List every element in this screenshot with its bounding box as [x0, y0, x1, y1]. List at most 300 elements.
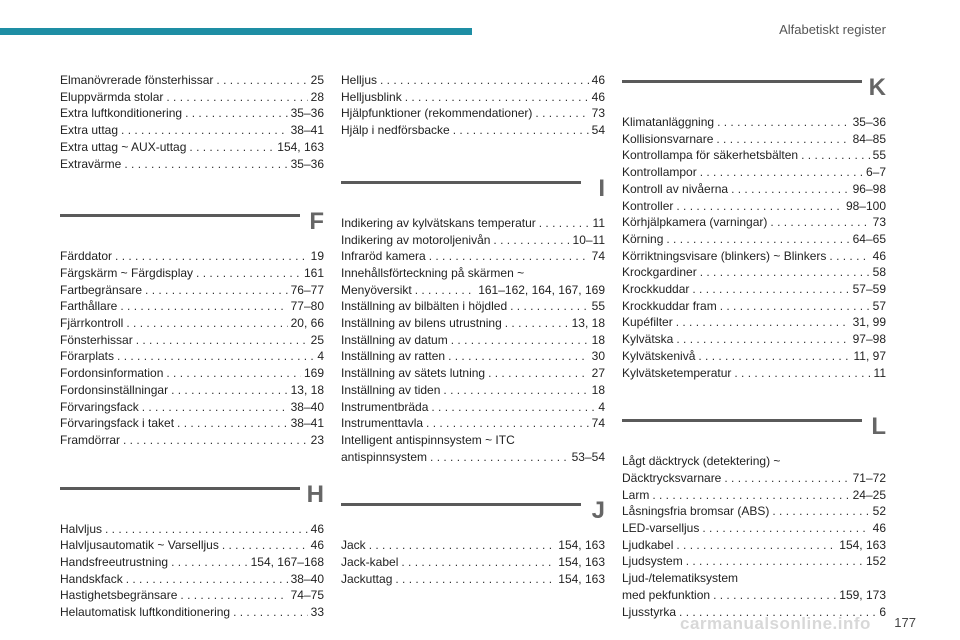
- section-heading: [341, 173, 605, 213]
- index-entry: [622, 114, 886, 131]
- header-accent-bar: [0, 28, 472, 35]
- index-entry-term: Menyöversikt: [341, 282, 412, 297]
- section-k: [622, 72, 886, 381]
- index-entry-pages: 19: [310, 249, 324, 264]
- index-entry: [60, 365, 324, 382]
- index-entry: [341, 282, 605, 299]
- index-entry-term: Hjälp i nedförsbacke: [341, 123, 450, 138]
- index-entry-pages: 25: [310, 332, 324, 347]
- index-entry-term-line: Ljud-/telematiksystem: [622, 571, 739, 586]
- index-entry: [341, 298, 605, 315]
- index-entry: [341, 571, 605, 588]
- index-entry-pages: 73: [872, 215, 886, 230]
- index-entry-pages: 38–40: [290, 571, 324, 586]
- page-header-title: Alfabetiskt register: [779, 22, 886, 37]
- index-leader-dots: [123, 432, 308, 449]
- section-heading: [341, 495, 605, 535]
- index-entry-term: Förarplats: [60, 349, 115, 364]
- index-leader-dots: [451, 332, 589, 349]
- index-leader-dots: [415, 282, 476, 299]
- index-entry-term: Kylvätska: [622, 332, 674, 347]
- index-entry-pages: 35–36: [290, 106, 324, 121]
- index-entry-pages: 154, 163: [558, 571, 605, 586]
- index-entry-term: Inställning av ratten: [341, 349, 446, 364]
- index-entry-pages: 30: [591, 349, 605, 364]
- index-entry: [341, 332, 605, 349]
- section-heading: [622, 72, 886, 112]
- index-column-2: [341, 72, 605, 587]
- index-entry-pages: 11, 97: [853, 348, 886, 363]
- index-leader-dots: [713, 587, 836, 604]
- index-leader-dots: [401, 554, 555, 571]
- index-entry: [622, 181, 886, 198]
- index-leader-dots: [686, 553, 863, 570]
- index-entry-term: LED-varselljus: [622, 521, 700, 536]
- index-entry-term: Fordonsinställningar: [60, 382, 169, 397]
- index-leader-dots: [177, 415, 288, 432]
- index-entry-pages: 46: [591, 89, 605, 104]
- index-entry-pages: 64–65: [852, 231, 886, 246]
- index-entry: [622, 331, 886, 348]
- index-entry-term: Handsfreeutrustning: [60, 555, 169, 570]
- index-entry: [622, 281, 886, 298]
- index-leader-dots: [505, 315, 569, 332]
- index-entry-pages: 154, 163: [839, 537, 886, 552]
- index-leader-dots: [426, 415, 589, 432]
- index-entry-pages: 18: [591, 332, 605, 347]
- index-entry: [341, 365, 605, 382]
- index-entry-term: Framdörrar: [60, 432, 121, 447]
- index-leader-dots: [136, 332, 308, 349]
- index-entry-term: Inställning av datum: [341, 332, 448, 347]
- index-entry: [60, 156, 324, 173]
- index-entry-term: Ljudkabel: [622, 537, 674, 552]
- index-leader-dots: [145, 282, 288, 299]
- index-entry-term: Indikering av kylvätskans temperatur: [341, 215, 536, 230]
- index-leader-dots: [724, 470, 849, 487]
- index-entry-term: Kylvätsketemperatur: [622, 365, 732, 380]
- index-entry-term: antispinnsystem: [341, 449, 428, 464]
- index-entry-pages: 20, 66: [290, 316, 324, 331]
- section-divider: [622, 80, 862, 83]
- index-entry-term: Färgskärm ~ Färgdisplay: [60, 265, 194, 280]
- index-entry-term: Körriktningsvisare (blinkers) ~ Blinkers: [622, 248, 827, 263]
- index-entry-term: Förvaringsfack i taket: [60, 416, 175, 431]
- index-entry: [60, 521, 324, 538]
- index-leader-dots: [126, 571, 288, 588]
- index-leader-dots: [535, 105, 588, 122]
- index-entry: [60, 554, 324, 571]
- section-heading: [60, 206, 324, 246]
- index-entry-term: Fordonsinformation: [60, 366, 164, 381]
- index-entry: [341, 232, 605, 249]
- section-heading: [60, 479, 324, 519]
- index-entry: [60, 282, 324, 299]
- index-entry-term: Extra luftkonditionering: [60, 106, 183, 121]
- index-entry-pages: 33: [310, 605, 324, 620]
- index-entry-term: Kontrollampor: [622, 165, 697, 180]
- index-leader-dots: [124, 156, 287, 173]
- index-entry: [60, 265, 324, 282]
- index-entry-term-line: Innehållsförteckning på skärmen ~: [341, 265, 525, 280]
- index-leader-dots: [448, 348, 589, 365]
- index-entry: [341, 415, 605, 432]
- index-leader-dots: [453, 122, 589, 139]
- index-leader-dots: [493, 232, 569, 249]
- section-divider: [341, 503, 581, 506]
- index-leader-dots: [700, 164, 863, 181]
- index-entry: [622, 198, 886, 215]
- index-entry: [60, 432, 324, 449]
- index-entry-term: Infraröd kamera: [341, 249, 426, 264]
- index-leader-dots: [171, 554, 248, 571]
- index-leader-dots: [698, 348, 850, 365]
- index-entry: [60, 122, 324, 139]
- index-entry: [60, 348, 324, 365]
- index-entry: [341, 537, 605, 554]
- index-entry-term: Halvljusautomatik ~ Varselljus: [60, 538, 219, 553]
- index-entry: [622, 503, 886, 520]
- section-letter: F: [309, 208, 324, 236]
- index-entry-term: Jack: [341, 538, 366, 553]
- index-entry-term: Instrumentbräda: [341, 399, 429, 414]
- index-leader-dots: [222, 537, 308, 554]
- index-entry-term: Indikering av motoroljenivån: [341, 232, 491, 247]
- index-entry-pages: 38–41: [290, 123, 324, 138]
- index-entry: [622, 231, 886, 248]
- index-entry-pages: 161: [303, 265, 324, 280]
- index-entry-pages: 154, 163: [558, 555, 605, 570]
- index-entry-pages: 46: [310, 538, 324, 553]
- index-entry-term-line: Intelligent antispinnsystem ~ ITC: [341, 432, 515, 447]
- index-leader-dots: [117, 348, 314, 365]
- index-entry: [341, 554, 605, 571]
- index-entry-pages: 46: [310, 521, 324, 536]
- index-leader-dots: [115, 248, 308, 265]
- section-j: [341, 495, 605, 587]
- index-leader-dots: [801, 147, 870, 164]
- index-entry-pages: 76–77: [290, 282, 324, 297]
- index-entry-term: Inställning av tiden: [341, 382, 441, 397]
- section-heading: [622, 411, 886, 451]
- index-leader-dots: [510, 298, 589, 315]
- index-entry-pages: 38–40: [290, 399, 324, 414]
- index-entry-pages: 38–41: [290, 416, 324, 431]
- index-leader-dots: [676, 198, 843, 215]
- index-entry-pages: 154, 167–168: [250, 555, 324, 570]
- index-leader-dots: [126, 315, 287, 332]
- index-entry: [622, 164, 886, 181]
- index-entry: [60, 415, 324, 432]
- index-leader-dots: [369, 537, 556, 554]
- index-entry: [622, 537, 886, 554]
- index-entry-term: Förvaringsfack: [60, 399, 139, 414]
- index-entry: [341, 315, 605, 332]
- index-entry: [341, 382, 605, 399]
- index-entry-pages: 74: [591, 249, 605, 264]
- index-entry-pages: 27: [591, 366, 605, 381]
- index-entry: [60, 72, 324, 89]
- index-entry: [622, 298, 886, 315]
- index-entry: [60, 139, 324, 156]
- section-letter: H: [306, 480, 324, 508]
- index-entry-term: Fartbegränsare: [60, 282, 143, 297]
- index-entry: [60, 89, 324, 106]
- index-entry: [341, 105, 605, 122]
- index-entry: [622, 520, 886, 537]
- index-entry-term: Farthållare: [60, 299, 118, 314]
- index-entry: [341, 89, 605, 106]
- section-l: [622, 411, 886, 620]
- index-entry: [622, 314, 886, 331]
- index-leader-dots: [216, 72, 307, 89]
- index-leader-dots: [171, 382, 288, 399]
- index-leader-dots: [395, 571, 555, 588]
- index-entry-pages: 25: [310, 73, 324, 87]
- index-entry-term: Extra uttag ~ AUX-uttag: [60, 139, 187, 154]
- index-entry-pages: 154, 163: [277, 139, 324, 154]
- index-entry-pages: 77–80: [290, 299, 324, 314]
- index-entry-term: Hjälpfunktioner (rekommendationer): [341, 106, 533, 121]
- index-entry-pages: 55: [591, 299, 605, 314]
- section-divider: [60, 214, 300, 217]
- index-entry-pages: 11: [873, 365, 886, 380]
- index-entry: [341, 248, 605, 265]
- index-leader-dots: [829, 248, 869, 265]
- index-entry-pages: 4: [598, 399, 605, 414]
- index-leader-dots: [692, 281, 849, 298]
- section-divider: [341, 181, 581, 184]
- index-entry-pages: 52: [872, 504, 886, 519]
- section-f: [60, 206, 324, 448]
- index-entry-pages: 96–98: [852, 181, 886, 196]
- index-entry-pages: 13, 18: [290, 382, 324, 397]
- index-entry-term: Kylvätskenivå: [622, 348, 696, 363]
- index-entry-term: Kupéfilter: [622, 315, 673, 330]
- index-entry: [341, 215, 605, 232]
- index-leader-dots: [180, 587, 287, 604]
- index-entry-term: Eluppvärmda stolar: [60, 89, 164, 104]
- index-entry: [622, 248, 886, 265]
- index-entry-pages: 53–54: [571, 449, 605, 464]
- index-entry-term-line: Lågt däcktryck (detektering) ~: [622, 454, 781, 469]
- index-entry: [60, 315, 324, 332]
- index-leader-dots: [166, 365, 301, 382]
- index-entry: [60, 537, 324, 554]
- index-entry-term: Jack-kabel: [341, 555, 399, 570]
- index-entry: [60, 105, 324, 122]
- index-leader-dots: [770, 214, 869, 231]
- index-entry-pages: 24–25: [852, 487, 886, 502]
- index-entry-pages: 98–100: [845, 198, 886, 213]
- index-leader-dots: [731, 181, 850, 198]
- index-leader-dots: [539, 215, 590, 232]
- index-entry-term: Körning: [622, 231, 664, 246]
- index-entry-term: Hastighetsbegränsare: [60, 588, 178, 603]
- index-leader-dots: [772, 503, 869, 520]
- index-entry-term: Kontrollampa för säkerhetsbälten: [622, 148, 799, 163]
- index-entry-term: Inställning av bilens utrustning: [341, 316, 502, 331]
- index-entry: [622, 587, 886, 604]
- index-leader-dots: [429, 248, 589, 265]
- index-entry-term: Larm: [622, 487, 650, 502]
- index-entry-term: Inställning av bilbälten i höjdled: [341, 299, 508, 314]
- watermark: carmanualsonline.info: [680, 614, 871, 633]
- index-leader-dots: [652, 487, 849, 504]
- index-entry-pages: 57: [872, 298, 886, 313]
- index-entry-term: Ljusstyrka: [622, 604, 677, 619]
- section-letter: J: [591, 497, 605, 525]
- index-entry-pages: 11: [592, 215, 605, 230]
- index-entry-pages: 169: [303, 366, 324, 381]
- index-entry-term: med pekfunktion: [622, 587, 711, 602]
- section-letter: K: [868, 74, 886, 101]
- page-number: 177: [894, 615, 916, 630]
- index-leader-dots: [676, 537, 836, 554]
- index-leader-dots: [120, 298, 287, 315]
- index-entry-pages: 13, 18: [571, 316, 605, 331]
- index-leader-dots: [233, 604, 308, 621]
- index-entry: [622, 131, 886, 148]
- index-entry-pages: 71–72: [852, 470, 886, 485]
- index-entry: [622, 365, 886, 382]
- section-letter: L: [871, 413, 886, 441]
- index-entry-term: Inställning av sätets lutning: [341, 366, 486, 381]
- index-leader-dots: [189, 139, 274, 156]
- index-entry: [622, 264, 886, 281]
- index-leader-dots: [676, 314, 850, 331]
- index-entry-pages: 161–162, 164, 167, 169: [478, 282, 605, 297]
- index-entry: [341, 122, 605, 139]
- index-entry-term: Krockgardiner: [622, 265, 697, 280]
- index-entry-term: Däcktrycksvarnare: [622, 470, 722, 485]
- index-entry-term: Helautomatisk luftkonditionering: [60, 605, 231, 620]
- index-entry: [341, 348, 605, 365]
- index-leader-dots: [121, 122, 288, 139]
- index-leader-dots: [720, 298, 870, 315]
- index-entry-pages: 159, 173: [839, 587, 886, 602]
- index-entry-pages: 31, 99: [852, 315, 886, 330]
- index-leader-dots: [488, 365, 589, 382]
- index-entry-term: Ljudsystem: [622, 554, 683, 569]
- index-entry-pages: 46: [872, 521, 886, 536]
- index-entry-pages: 58: [872, 265, 886, 280]
- index-entry: [341, 399, 605, 416]
- index-leader-dots: [405, 89, 589, 106]
- section-divider: [622, 419, 862, 422]
- index-entry: [622, 470, 886, 487]
- index-leader-dots: [666, 231, 849, 248]
- index-entry-term: Jackuttag: [341, 571, 393, 586]
- index-leader-dots: [676, 331, 849, 348]
- index-entry: [622, 214, 886, 231]
- section-e-continued: [60, 72, 324, 172]
- index-entry-pages: 35–36: [290, 156, 324, 171]
- index-entry: [60, 248, 324, 265]
- index-entry: [60, 587, 324, 604]
- index-entry: [60, 332, 324, 349]
- index-entry-pages: 84–85: [852, 131, 886, 146]
- index-entry-term: Extravärme: [60, 156, 122, 171]
- index-leader-dots: [185, 105, 288, 122]
- index-entry-term: Klimatanläggning: [622, 115, 715, 129]
- index-entry-term: Handskfack: [60, 571, 123, 586]
- index-entry-term: Fjärrkontroll: [60, 316, 124, 331]
- index-entry-pages: 74–75: [290, 588, 324, 603]
- index-leader-dots: [430, 449, 569, 466]
- index-leader-dots: [196, 265, 301, 282]
- index-entry-term: Elmanövrerade fönsterhissar: [60, 73, 214, 87]
- index-entry-pages: 6: [879, 604, 886, 619]
- index-entry: [622, 553, 886, 570]
- index-leader-dots: [431, 399, 595, 416]
- index-leader-dots: [702, 520, 869, 537]
- index-entry: [60, 399, 324, 416]
- index-entry-pages: 10–11: [572, 232, 605, 247]
- index-entry-term: Helljusblink: [341, 89, 402, 104]
- index-column-3: [622, 72, 886, 620]
- index-entry-term: Extra uttag: [60, 123, 119, 138]
- index-leader-dots: [734, 365, 870, 382]
- index-entry-term: Kontroller: [622, 198, 674, 213]
- index-leader-dots: [380, 72, 589, 89]
- index-entry-pages: 28: [310, 89, 324, 104]
- index-entry-pages: 35–36: [852, 115, 886, 129]
- section-letter: I: [598, 174, 605, 202]
- index-entry-term: Instrumenttavla: [341, 416, 424, 431]
- index-entry-term: Låsningsfria bromsar (ABS): [622, 504, 770, 519]
- index-entry-pages: 97–98: [852, 332, 886, 347]
- index-entry-pages: 23: [310, 432, 324, 447]
- index-leader-dots: [700, 264, 870, 281]
- index-leader-dots: [716, 131, 849, 148]
- index-entry-pages: 18: [591, 382, 605, 397]
- section-divider: [60, 487, 300, 490]
- index-entry: [622, 487, 886, 504]
- index-entry-term: Kollisionsvarnare: [622, 131, 714, 146]
- index-entry-pages: 6–7: [865, 165, 886, 180]
- index-entry: [341, 72, 605, 89]
- index-entry: [60, 382, 324, 399]
- index-entry: [622, 147, 886, 164]
- index-entry-term: Krockkuddar: [622, 282, 690, 297]
- index-entry-term: Kontroll av nivåerna: [622, 181, 729, 196]
- index-entry-pages: 73: [591, 106, 605, 121]
- index-entry: [341, 449, 605, 466]
- index-entry-term: Helljus: [341, 73, 378, 87]
- index-entry-term: Färddator: [60, 249, 113, 264]
- index-entry-pages: 46: [591, 73, 605, 87]
- index-entry-pages: 154, 163: [558, 538, 605, 553]
- index-column-1: [60, 72, 324, 621]
- index-entry-pages: 46: [872, 248, 886, 263]
- index-entry-term: Krockkuddar fram: [622, 298, 717, 313]
- index-entry-pages: 57–59: [852, 282, 886, 297]
- index-leader-dots: [717, 114, 850, 131]
- index-entry-term: Halvljus: [60, 521, 103, 536]
- section-h-continued: [341, 72, 605, 139]
- index-leader-dots: [443, 382, 588, 399]
- index-entry: [60, 571, 324, 588]
- index-entry-pages: 4: [317, 349, 324, 364]
- index-entry-pages: 54: [591, 123, 605, 138]
- index-entry: [60, 604, 324, 621]
- index-entry-pages: 74: [591, 416, 605, 431]
- section-i: [341, 173, 605, 466]
- section-h: [60, 479, 324, 621]
- index-entry-pages: 152: [865, 554, 886, 569]
- index-entry: [60, 298, 324, 315]
